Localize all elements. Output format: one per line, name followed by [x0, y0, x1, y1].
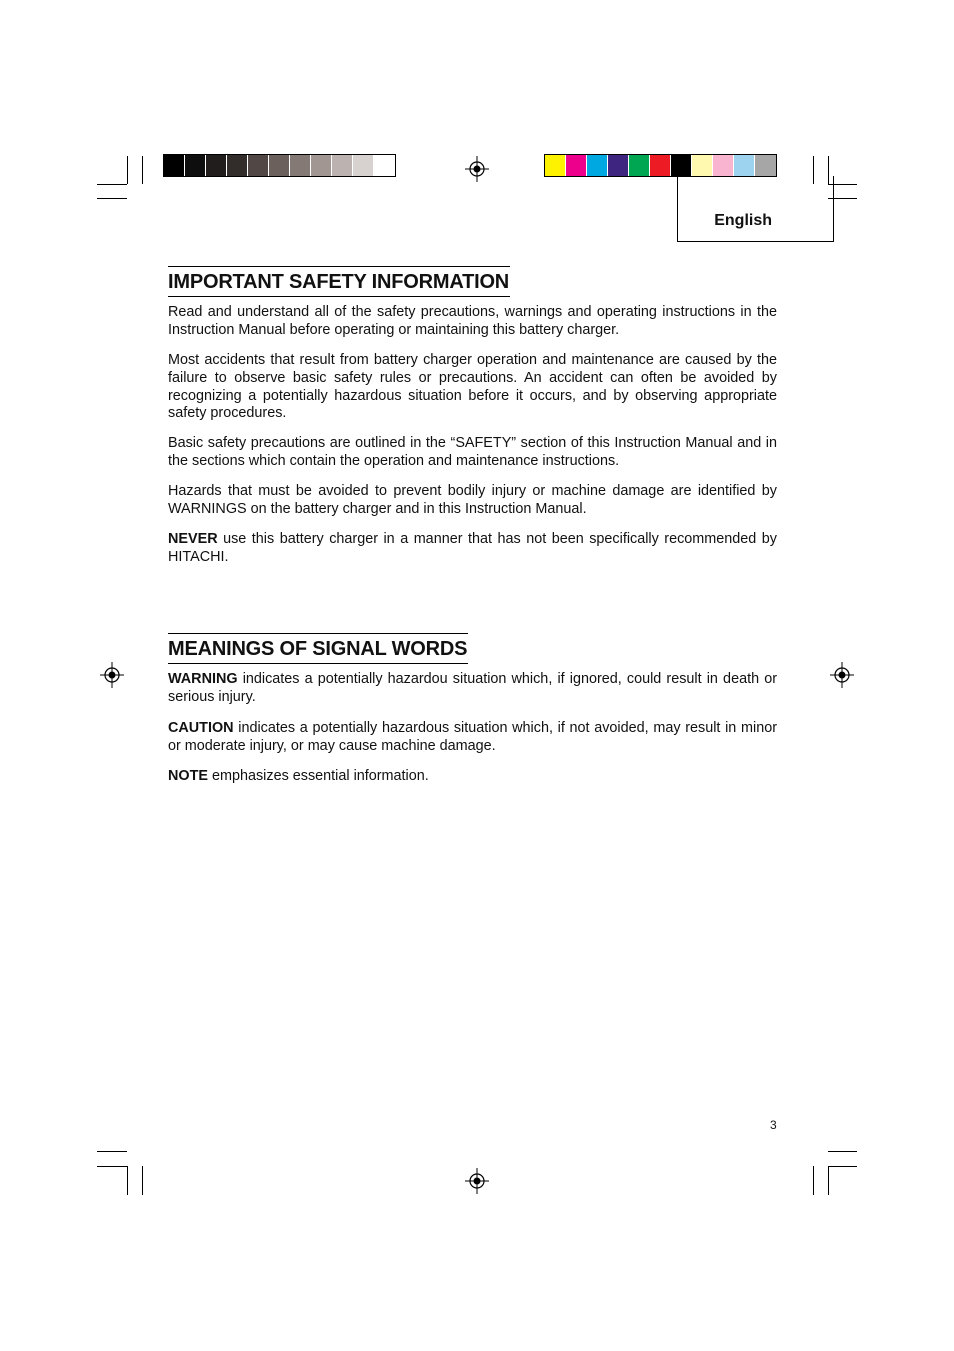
- color-swatch-strip: [544, 154, 777, 177]
- color-swatch: [227, 155, 248, 176]
- color-swatch: [290, 155, 311, 176]
- signal-warning-definition: [168, 671, 777, 707]
- safety-paragraph-basic-precautions: Basic safety precautions are outlined in the “SAFETY” section of this Instruction Manual and in the sections which contain the operation and maintenance instructions.: [168, 435, 777, 469]
- section-title-safety-information: IMPORTANT SAFETY INFORMATION: [168, 266, 510, 297]
- color-swatch: [713, 155, 734, 176]
- safety-paragraph-never: [168, 531, 777, 567]
- caution-text: indicates a potentially hazardous situation which, if not avoided, may result in minor or moderate injury, or may cause machine damage.: [168, 720, 777, 754]
- signal-caution-definition: [168, 720, 777, 756]
- note-keyword: NOTE: [168, 768, 208, 784]
- color-swatch: [587, 155, 608, 176]
- crop-mark: [142, 156, 143, 184]
- registration-mark-icon: [465, 1168, 489, 1194]
- color-swatch: [734, 155, 755, 176]
- note-text: emphasizes essential information.: [207, 768, 429, 784]
- color-swatch: [353, 155, 374, 176]
- registration-mark-icon: [100, 662, 124, 688]
- color-swatch: [692, 155, 713, 176]
- page-number: 3: [770, 1118, 777, 1132]
- color-swatch: [374, 155, 395, 176]
- color-swatch: [650, 155, 671, 176]
- registration-mark-icon: [830, 662, 854, 688]
- color-swatch: [755, 155, 776, 176]
- language-tab: [677, 176, 834, 242]
- color-swatch: [629, 155, 650, 176]
- safety-paragraph-hazards: Hazards that must be avoided to prevent bodily injury or machine damage are identified by WARNINGS on the battery charger and in this Instruction Manual.: [168, 483, 777, 517]
- warning-keyword: WARNING: [168, 671, 238, 687]
- caution-keyword: CAUTION: [168, 720, 234, 736]
- color-swatch: [332, 155, 353, 176]
- never-text: use this battery charger in a manner that has not been specifically recommended by HITACHI.: [168, 531, 777, 565]
- section-title-signal-words: MEANINGS OF SIGNAL WORDS: [168, 633, 468, 664]
- registration-mark-icon: [465, 156, 489, 182]
- crop-mark: [828, 1166, 829, 1195]
- crop-mark: [813, 1166, 814, 1195]
- crop-mark: [127, 156, 128, 184]
- language-label: English: [714, 212, 772, 229]
- safety-paragraph-accidents: Most accidents that result from battery charger operation and maintenance are caused by the failure to observe basic safety rules or precautions. An accident can often be avoided by recognizing a potentially hazardous situation before it occurs, and by observing appropriate safety procedures.: [168, 352, 777, 422]
- color-swatch: [164, 155, 185, 176]
- color-swatch: [185, 155, 206, 176]
- color-swatch: [206, 155, 227, 176]
- safety-paragraph-read-understand: Read and understand all of the safety precautions, warnings and operating instructions in the Instruction Manual before operating or maintaining this battery charger.: [168, 304, 777, 338]
- color-swatch: [248, 155, 269, 176]
- color-swatch: [671, 155, 692, 176]
- color-swatch: [608, 155, 629, 176]
- warning-text: indicates a potentially hazardou situation which, if ignored, could result in death or serious injury.: [168, 671, 777, 705]
- crop-mark: [828, 1166, 857, 1167]
- crop-mark: [97, 198, 127, 199]
- crop-mark: [828, 1151, 857, 1152]
- crop-mark: [97, 1166, 127, 1167]
- crop-mark: [97, 1151, 127, 1152]
- crop-mark: [97, 184, 127, 185]
- grayscale-swatch-strip: [163, 154, 396, 177]
- signal-note-definition: [168, 768, 777, 786]
- color-swatch: [269, 155, 290, 176]
- crop-mark: [142, 1166, 143, 1195]
- color-swatch: [311, 155, 332, 176]
- crop-mark: [127, 1166, 128, 1195]
- color-swatch: [545, 155, 566, 176]
- color-swatch: [566, 155, 587, 176]
- never-keyword: NEVER: [168, 531, 218, 547]
